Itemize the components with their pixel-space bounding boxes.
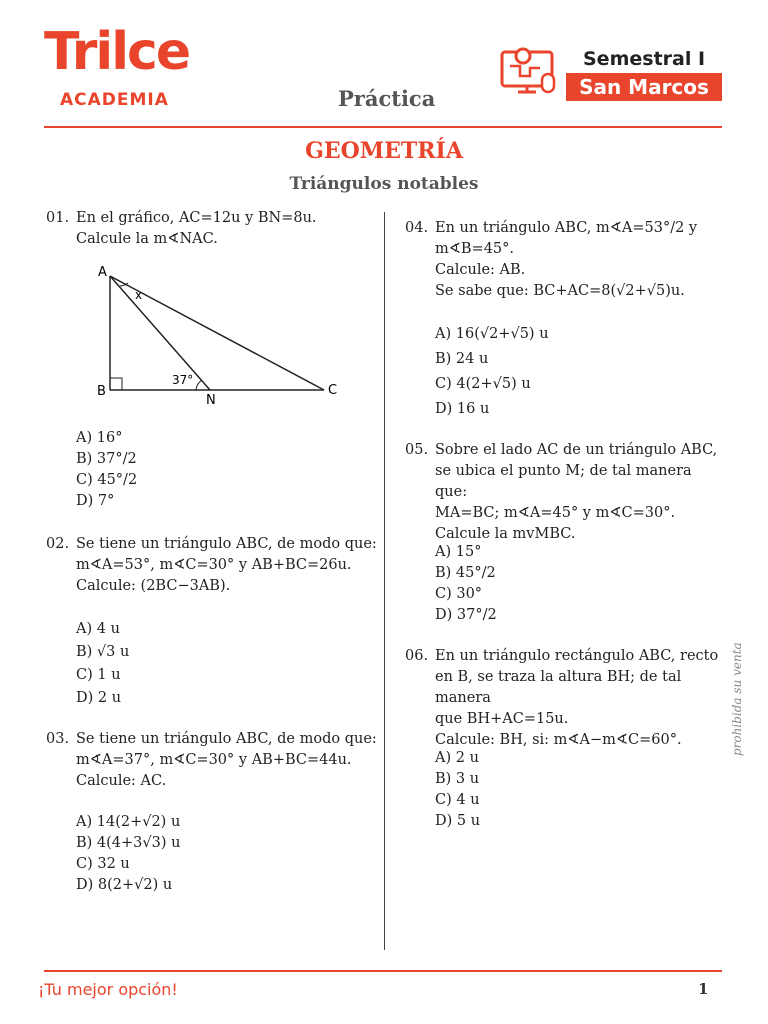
question-03 (46, 729, 382, 792)
question-text: Calcule la mvMBC. (435, 526, 576, 542)
question-text: Calcule: (2BC−3AB). (76, 578, 231, 594)
angle-label-37: 37° (172, 373, 194, 387)
question-text: Calcule: BH, si: m∢A−m∢C=60°. (435, 732, 682, 748)
option-a: A) 14(2+√2) u (76, 814, 181, 830)
question-number: 06. (405, 648, 429, 664)
question-text: se ubica el punto M; de tal manera que: (435, 463, 692, 500)
option-d: D) 7° (76, 493, 115, 509)
question-06 (405, 646, 727, 751)
question-text: Calcule: AB. (435, 262, 526, 278)
question-text: m∢A=53°, m∢C=30° y AB+BC=26u. (76, 557, 352, 573)
triangle-figure (92, 262, 352, 412)
options-06 (435, 748, 480, 832)
vertex-label-n: N (206, 393, 216, 408)
option-d: D) 8(2+√2) u (76, 877, 173, 893)
options-05 (435, 542, 497, 626)
options-03 (76, 812, 180, 896)
question-01 (46, 208, 376, 250)
question-number: 02. (46, 536, 70, 552)
question-text: en B, se traza la altura BH; de tal manera (435, 669, 682, 706)
question-number: 05. (405, 442, 429, 458)
question-text: Se sabe que: BC+AC=8(√2+√5)u. (435, 283, 685, 299)
question-text: En un triángulo rectángulo ABC, recto (435, 648, 719, 664)
column-divider (384, 212, 385, 950)
vertex-label-b: B (97, 384, 106, 399)
computer-icon (498, 44, 562, 100)
question-text: En el gráfico, AC=12u y BN=8u. (76, 210, 317, 226)
option-c: C) 4 u (435, 792, 480, 808)
brand-logo: Trilce (44, 22, 190, 82)
option-a: A) 16(√2+√5) u (435, 326, 549, 342)
option-b: B) 37°/2 (76, 451, 137, 467)
question-02 (46, 534, 382, 597)
question-number: 01. (46, 210, 70, 226)
angle-label-x: x (135, 288, 143, 302)
question-number: 03. (46, 731, 70, 747)
vertex-label-a: A (98, 265, 107, 280)
campus-badge: San Marcos (566, 73, 722, 101)
option-a: A) 2 u (435, 750, 479, 766)
question-text: Se tiene un triángulo ABC, de modo que: (76, 731, 377, 747)
program-name: Semestral I (583, 48, 706, 70)
option-b: B) 4(4+3√3) u (76, 835, 181, 851)
question-05 (405, 440, 725, 545)
option-c: C) 30° (435, 586, 483, 602)
option-a: A) 16° (76, 430, 123, 446)
question-text: que BH+AC=15u. (435, 711, 569, 727)
footer-slogan: ¡Tu mejor opción! (38, 980, 178, 999)
option-b: B) 3 u (435, 771, 480, 787)
question-text: m∢B=45°. (435, 241, 515, 257)
vertex-label-c: C (328, 383, 338, 398)
option-d: D) 16 u (435, 401, 490, 417)
subject-title: GEOMETRÍA (305, 138, 463, 164)
document-type: Práctica (338, 86, 436, 111)
question-04 (405, 218, 725, 302)
side-note: prohibida su venta (730, 642, 744, 756)
topic-title: Triángulos notables (289, 174, 479, 194)
options-04 (435, 322, 549, 422)
option-b: B) 45°/2 (435, 565, 496, 581)
footer-divider (44, 970, 722, 972)
option-c: C) 4(2+√5) u (435, 376, 531, 392)
option-d: D) 2 u (76, 690, 122, 706)
option-c: C) 45°/2 (76, 472, 138, 488)
header-divider (44, 126, 722, 128)
question-text: Calcule: AC. (76, 773, 167, 789)
option-b: B) √3 u (76, 644, 130, 660)
option-d: D) 37°/2 (435, 607, 497, 623)
question-text: Se tiene un triángulo ABC, de modo que: (76, 536, 377, 552)
options-02 (76, 618, 129, 710)
options-01 (76, 428, 137, 512)
page-number: 1 (698, 980, 709, 998)
option-b: B) 24 u (435, 351, 489, 367)
option-d: D) 5 u (435, 813, 481, 829)
question-text: MA=BC; m∢A=45° y m∢C=30°. (435, 505, 676, 521)
option-c: C) 32 u (76, 856, 130, 872)
question-text: Sobre el lado AC de un triángulo ABC, (435, 442, 718, 458)
question-text: m∢A=37°, m∢C=30° y AB+BC=44u. (76, 752, 352, 768)
option-a: A) 15° (435, 544, 482, 560)
option-c: C) 1 u (76, 667, 121, 683)
question-text: Calcule la m∢NAC. (76, 231, 218, 247)
option-a: A) 4 u (76, 621, 120, 637)
question-text: En un triángulo ABC, m∢A=53°/2 y (435, 220, 698, 236)
brand-subtitle: ACADEMIA (60, 90, 169, 110)
question-number: 04. (405, 220, 429, 236)
